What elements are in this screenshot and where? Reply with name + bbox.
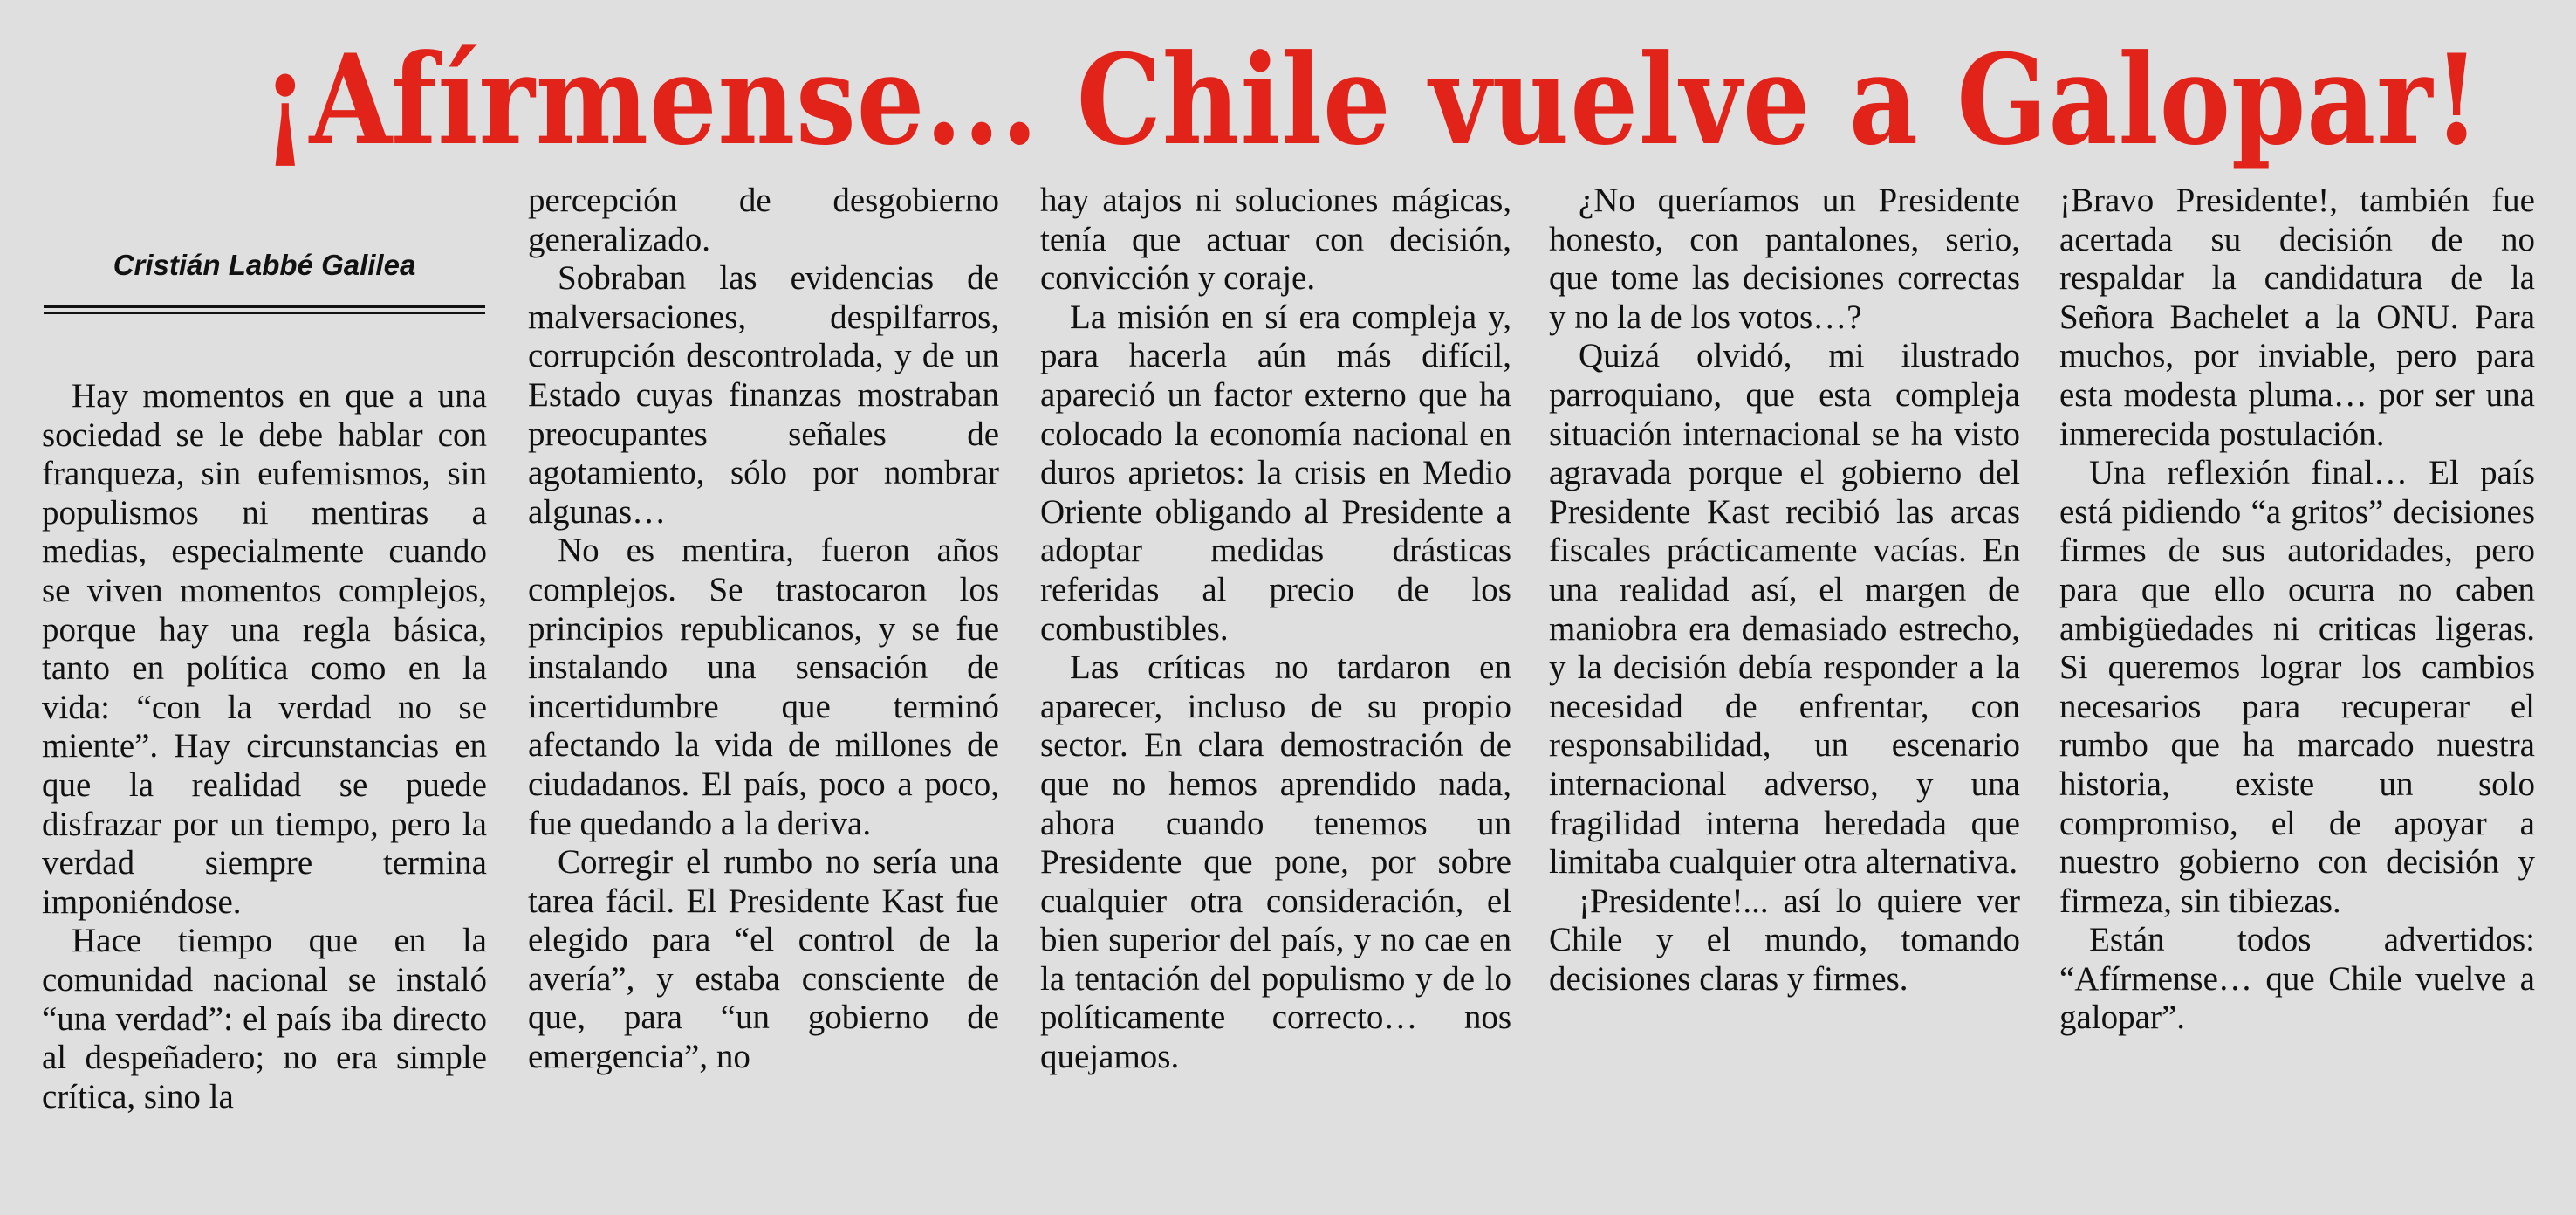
paragraph: Las críticas no tardaron en aparecer, incluso de su propio sector. En clara demostración de que no hemos aprendido nada, ahora cuando tenemos un Presidente que pone, por sobre cualquier otra consideración, el bien superior del país, y no cae en la tentación del populismo y de lo políticamente correcto… nos quejamos. (1040, 649, 1511, 1076)
byline-rule-thin (44, 312, 485, 314)
article-column-5 (2059, 182, 2535, 1212)
byline-rule-thick (44, 305, 485, 308)
paragraph: ¡Bravo Presidente!, también fue acertada su decisión de no respaldar la candidatura de la Señora Bachelet a la ONU. Para muchos, por inviable, pero para esta modesta pluma… por ser una inmerecida postulación. (2059, 182, 2535, 453)
paragraph: ¡Presidente!... así lo quiere ver Chile y el mundo, tomando decisiones claras y firmes. (1549, 882, 2020, 998)
article-column-2 (528, 182, 999, 1212)
byline-block (42, 249, 487, 314)
paragraph: Una reflexión final… El país está pidiendo “a gritos” decisiones firmes de sus autoridades, pero para que ello ocurra no caben ambigüedades ni criticas ligeras. Si queremos lograr los cambios necesarios para recuperar el rumbo que ha marcado nuestra historia, existe un solo compromiso, el de apoyar a nuestro gobierno con decisión y firmeza, sin tibiezas. (2059, 454, 2535, 920)
paragraph: Están todos advertidos: “Afírmense… que Chile vuelve a galopar”. (2059, 921, 2535, 1037)
paragraph: Hace tiempo que en la comunidad nacional se instaló “una verdad”: el país iba directo al despeñadero; no era simple crítica, sino la (42, 922, 487, 1115)
article-column-4 (1549, 182, 2020, 1212)
paragraph: Sobraban las evidencias de malversaciones, despilfarros, corrupción descontrolada, y de un Estado cuyas finanzas mostraban preocupantes señales de agotamiento, sólo por nombrar algunas… (528, 259, 999, 531)
paragraph: percepción de desgobierno generalizado. (528, 182, 999, 258)
paragraph: hay atajos ni soluciones mágicas, tenía que actuar con decisión, convicción y coraje. (1040, 182, 1511, 298)
article-column-3 (1040, 182, 1511, 1212)
paragraph: Quizá olvidó, mi ilustrado parroquiano, que esta compleja situación internacional se ha visto agravada porque el gobierno del Presidente Kast recibió las arcas fiscales prácticamente vacías. En una realidad así, el margen de maniobra era demasiado estrecho, y la decisión debía responder a la necesidad de enfrentar, con responsabilidad, un escenario internacional adverso, y una fragilidad interna heredada que limitaba cualquier otra alternativa. (1549, 337, 2020, 882)
author-byline: Cristián Labbé Galilea (113, 249, 416, 281)
paragraph: No es mentira, fueron años complejos. Se trastocaron los principios republicanos, y se fue instalando una sensación de incertidumbre que terminó afectando la vida de millones de ciudadanos. El país, poco a poco, fue quedando a la deriva. (528, 532, 999, 842)
headline: ¡Afírmense... Chile vuelve a Galopar! (262, 28, 2481, 173)
paragraph: Hay momentos en que a una sociedad se le debe hablar con franqueza, sin eufemismos, sin populismos ni mentiras a medias, especialmente cuando se viven momentos complejos, porque hay una regla básica, tanto en política como en la vida: “con la verdad no se miente”. Hay circunstancias en que la realidad se puede disfrazar por un tiempo, pero la verdad siempre termina imponiéndose. (42, 377, 487, 921)
paragraph: ¿No queríamos un Presidente honesto, con pantalones, serio, que tome las decisiones correctas y no la de los votos…? (1549, 182, 2020, 336)
paragraph: La misión en sí era compleja y, para hacerla aún más difícil, apareció un factor externo que ha colocado la economía nacional en duros aprietos: la crisis en Medio Oriente obligando al Presidente a adoptar medidas drásticas referidas al precio de los combustibles. (1040, 298, 1511, 648)
paragraph: Corregir el rumbo no sería una tarea fácil. El Presidente Kast fue elegido para “el control de la avería”, y estaba consciente de que, para “un gobierno de emergencia”, no (528, 843, 999, 1076)
article-column-1 (42, 377, 487, 1206)
